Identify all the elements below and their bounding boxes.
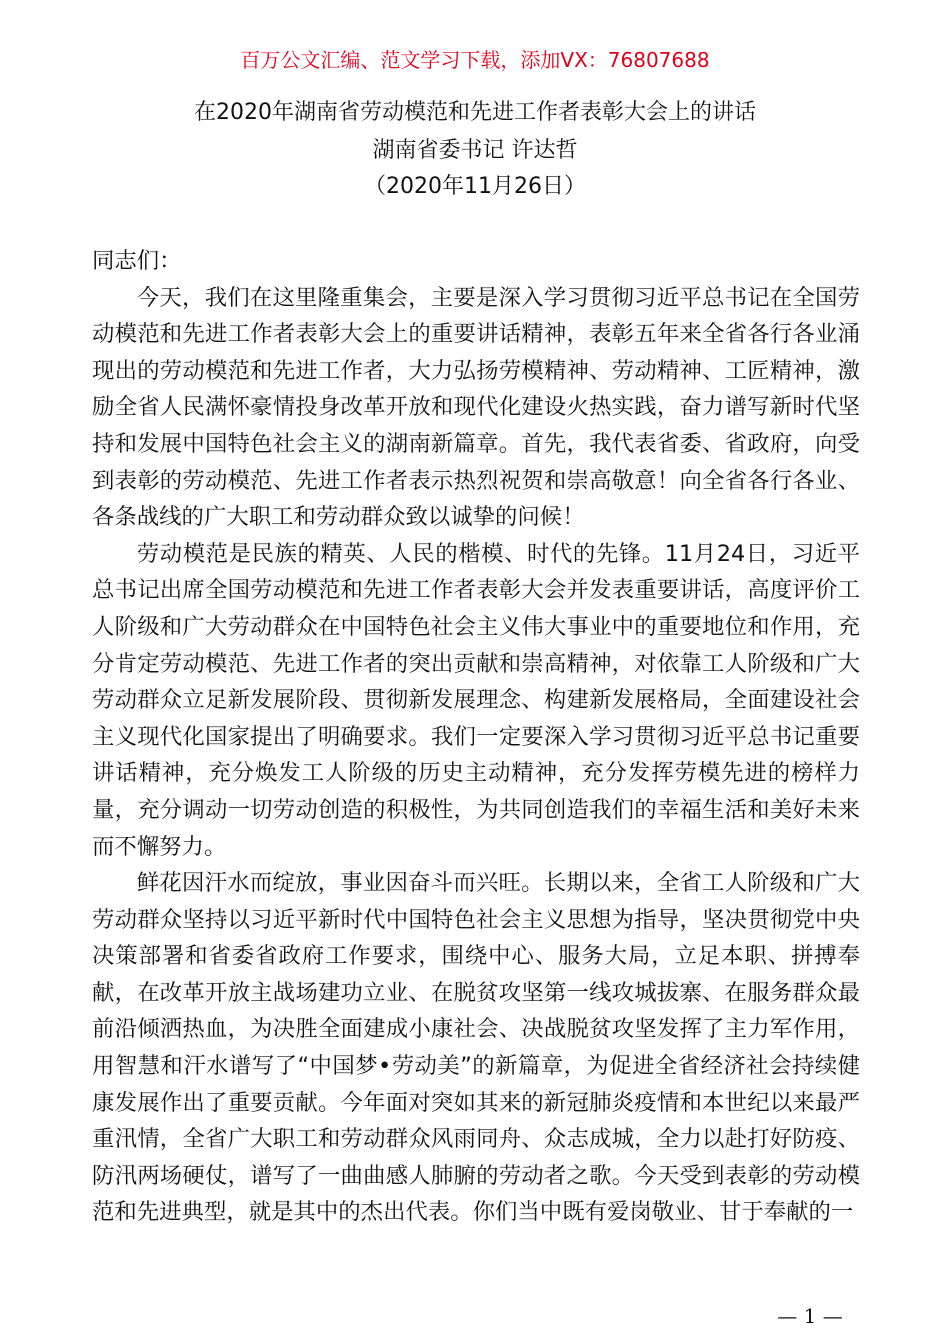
page-number: — 1 — xyxy=(777,1304,843,1328)
salutation: 同志们： xyxy=(92,248,182,274)
speech-date: （2020年11月26日） xyxy=(364,174,586,199)
speech-author: 湖南省委书记 许达哲 xyxy=(372,138,578,163)
watermark-banner: 百万公文汇编、范文学习下载，添加VX：76807688 xyxy=(240,48,710,72)
paragraph: 鲜花因汗水而绽放，事业因奋斗而兴旺。长期以来，全省工人阶级和广大劳动群众坚持以习近平新时代中国特色社会主义思想为指导，坚决贯彻党中央决策部署和省委省政府工作要求，围绕中心、服务大局，立足本职、拼搏奉献，在改革开放主战场建功立业、在脱贫攻坚第一线攻城拔寨、在服务群众最前沿倾洒热血，为决胜全面建成小康社会、决战脱贫攻坚发挥了主力军作用，用智慧和汗水谱写了“中国梦•劳动美”的新篇章，为促进全省经济社会持续健康发展作出了重要贡献。今年面对突如其来的新冠肺炎疫情和本世纪以来最严重汛情，全省广大职工和劳动群众风雨同舟、众志成城，全力以赴打好防疫、防汛两场硬仗，谱写了一曲曲感人肺腑的劳动者之歌。今天受到表彰的劳动模范和先进典型，就是其中的杰出代表。你们当中既有爱岗敬业、甘于奉献的一 xyxy=(92,870,860,1226)
speech-title: 在2020年湖南省劳动模范和先进工作者表彰大会上的讲话 xyxy=(194,100,756,125)
paragraph: 劳动模范是民族的精英、人民的楷模、时代的先锋。11月24日，习近平总书记出席全国劳动模范和先进工作者表彰大会并发表重要讲话，高度评价工人阶级和广大劳动群众在中国特色社会主义伟大事业中的重要地位和作用，充分肯定劳动模范、先进工作者的突出贡献和崇高精神，对依靠工人阶级和广大劳动群众立足新发展阶段、贯彻新发展理念、构建新发展格局，全面建设社会主义现代化国家提出了明确要求。我们一定要深入学习贯彻习近平总书记重要讲话精神，充分焕发工人阶级的历史主动精神，充分发挥劳模先进的榜样力量，充分调动一切劳动创造的积极性，为共同创造我们的幸福生活和美好未来而不懈努力。 xyxy=(92,540,860,860)
speech-body xyxy=(92,243,860,1231)
paragraph: 今天，我们在这里隆重集会，主要是深入学习贯彻习近平总书记在全国劳动模范和先进工作者表彰大会上的重要讲话精神，表彰五年来全省各行各业涌现出的劳动模范和先进工作者，大力弘扬劳模精神、劳动精神、工匠精神，激励全省人民满怀豪情投身改革开放和现代化建设火热实践，奋力谱写新时代坚持和发展中国特色社会主义的湖南新篇章。首先，我代表省委、省政府，向受到表彰的劳动模范、先进工作者表示热烈祝贺和崇高敬意！向全省各行各业、各条战线的广大职工和劳动群众致以诚挚的问候！ xyxy=(92,284,860,531)
